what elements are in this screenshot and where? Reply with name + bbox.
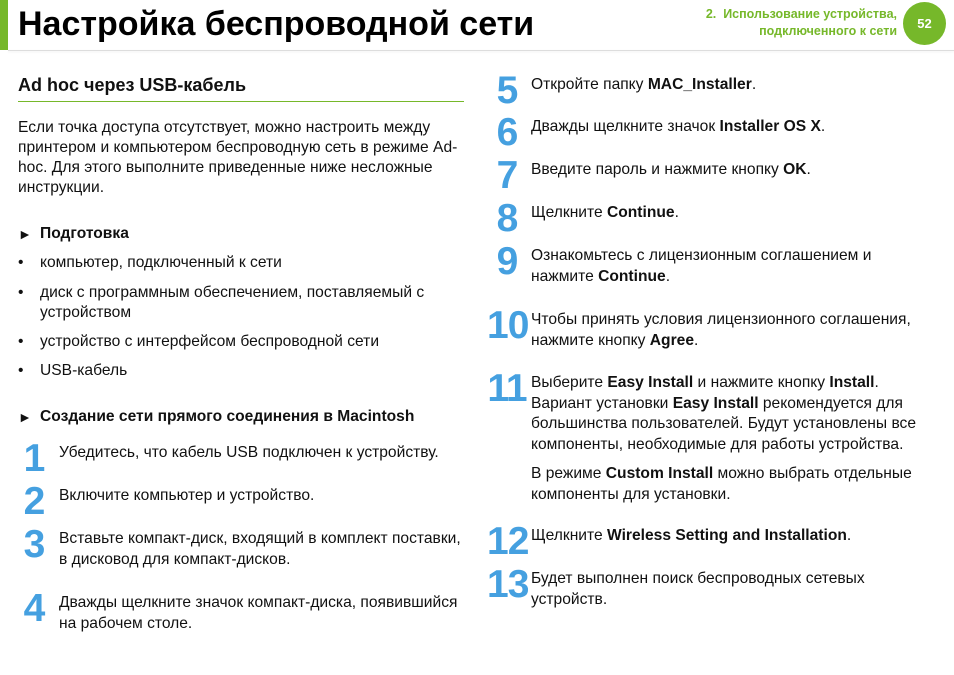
- step-text-run: .: [751, 76, 757, 93]
- triangle-marker-icon: ►: [18, 409, 32, 425]
- list-item: [18, 361, 464, 381]
- step-text-run: . Вариант установки: [531, 374, 879, 412]
- step-text: [531, 160, 931, 181]
- step-text-run: .: [846, 527, 852, 544]
- bold-term: Custom Install: [605, 464, 714, 482]
- step-number: 7: [496, 154, 518, 197]
- bold-term: Continue: [607, 204, 675, 221]
- list-item-text: устройство с интерфейсом беспроводной сети: [40, 333, 380, 350]
- step-text-run: Введите пароль и нажмите кнопку: [531, 161, 784, 178]
- bullet-icon: •: [18, 333, 24, 350]
- step-text-run: Щелкните: [531, 204, 607, 221]
- step-text-run: .: [806, 161, 811, 178]
- step-text-run: Будет выполнен поиск беспроводных сетевых устройств.: [531, 570, 865, 608]
- step-text-run: Щелкните: [531, 527, 607, 544]
- step-number: 4: [23, 587, 45, 630]
- step-text: [59, 443, 469, 464]
- step-text-run: Убедитесь, что кабель USB подключен к устройству.: [59, 444, 439, 461]
- page-title: Настройка беспроводной сети: [18, 5, 535, 43]
- step-text-run: В режиме: [531, 464, 606, 482]
- step-text-run: Дважды щелкните значок компакт-диска, появившийся на рабочем столе.: [59, 594, 458, 632]
- list-item: [18, 332, 464, 352]
- step-number: 8: [496, 197, 518, 240]
- step-text-run: Откройте папку: [531, 76, 648, 93]
- step-number: 11: [487, 367, 527, 410]
- step-text-run: можно выбрать отдельные компоненты для установки.: [531, 464, 912, 503]
- bold-term: Install: [829, 374, 875, 391]
- step-text-run: и нажмите кнопку: [693, 374, 830, 391]
- step-text: [531, 373, 931, 505]
- step-text-run: .: [665, 267, 671, 285]
- bullet-icon: •: [18, 362, 24, 379]
- step-number: 10: [487, 304, 529, 347]
- section-heading: Ad hoc через USB-кабель: [18, 75, 247, 95]
- step-number: 3: [23, 523, 45, 566]
- step-text-run: .: [674, 204, 679, 221]
- list-item: [18, 253, 464, 273]
- bold-term: MAC_Installer: [647, 76, 752, 93]
- step-text-run: Включите компьютер и устройство.: [59, 487, 315, 504]
- section-heading-rule: [18, 101, 464, 102]
- header-divider: [8, 50, 954, 51]
- step-text: [531, 569, 931, 610]
- step-number: 12: [487, 520, 529, 563]
- step-text-run: Ознакомьтесь с лицензионным соглашением и нажмите: [531, 247, 872, 285]
- step-text-run: Дважды щелкните значок: [531, 118, 720, 135]
- page-number-badge: 52: [903, 2, 946, 45]
- chapter-label: [706, 6, 897, 40]
- step-text: [531, 246, 931, 287]
- list-item-text: USB-кабель: [40, 362, 128, 379]
- list-item-text: диск с программным обеспечением, поставляемый с устройством: [40, 284, 425, 321]
- step-text: [531, 310, 931, 351]
- bold-term: Installer OS X: [719, 118, 821, 135]
- procedure-heading-text: Создание сети прямого соединения в Macintosh: [40, 408, 415, 425]
- intro-paragraph: Если точка доступа отсутствует, можно настроить между принтером и компьютером беспроводную сеть в режиме Ad-hoc. Для этого выполните приведенные ниже несложные инструкции.: [18, 119, 458, 196]
- step-number: 2: [23, 480, 45, 523]
- bold-term: Easy Install: [607, 374, 694, 391]
- step-text: [531, 526, 931, 547]
- step-number: 6: [496, 111, 518, 154]
- bullet-icon: •: [18, 254, 24, 271]
- step-number: 9: [496, 240, 518, 283]
- step-text-run: рекомендуется для большинства пользователей. Будут установлены все компоненты, необходимые для работы устройства.: [531, 394, 917, 454]
- step-number: 1: [23, 437, 45, 480]
- chapter-label-line-1: 2. Использование устройства,: [705, 7, 897, 21]
- step-text: [531, 203, 931, 224]
- list-item: [18, 283, 464, 323]
- preparation-heading: [18, 224, 129, 244]
- step-number: 5: [496, 69, 518, 112]
- step-text-run: Чтобы принять условия лицензионного соглашения, нажмите кнопку: [531, 311, 911, 349]
- step-text: [59, 593, 469, 634]
- bold-term: Continue: [598, 267, 666, 285]
- bold-term: OK: [783, 161, 807, 178]
- bullet-icon: •: [18, 284, 24, 301]
- step-text-run: .: [820, 118, 826, 135]
- list-item-text: компьютер, подключенный к сети: [40, 254, 282, 271]
- step-text: [59, 529, 469, 570]
- step-text-run: .: [694, 331, 699, 349]
- triangle-marker-icon: ►: [18, 226, 32, 242]
- chapter-color-strip: [0, 0, 8, 50]
- preparation-heading-text: Подготовка: [40, 225, 129, 242]
- step-text: [531, 75, 931, 96]
- step-text-run: Выберите: [531, 374, 608, 391]
- bold-term: Wireless Setting and Installation: [607, 527, 847, 544]
- bold-term: Agree: [649, 331, 694, 349]
- step-number: 13: [487, 563, 529, 606]
- step-text-run: Вставьте компакт-диск, входящий в комплект поставки, в дисковод для компакт-дисков.: [59, 530, 461, 568]
- procedure-heading: [18, 407, 414, 427]
- chapter-label-line-2: подключенного к сети: [759, 24, 897, 38]
- bold-term: Easy Install: [672, 394, 759, 412]
- step-text: [531, 117, 931, 138]
- step-text: [59, 486, 469, 507]
